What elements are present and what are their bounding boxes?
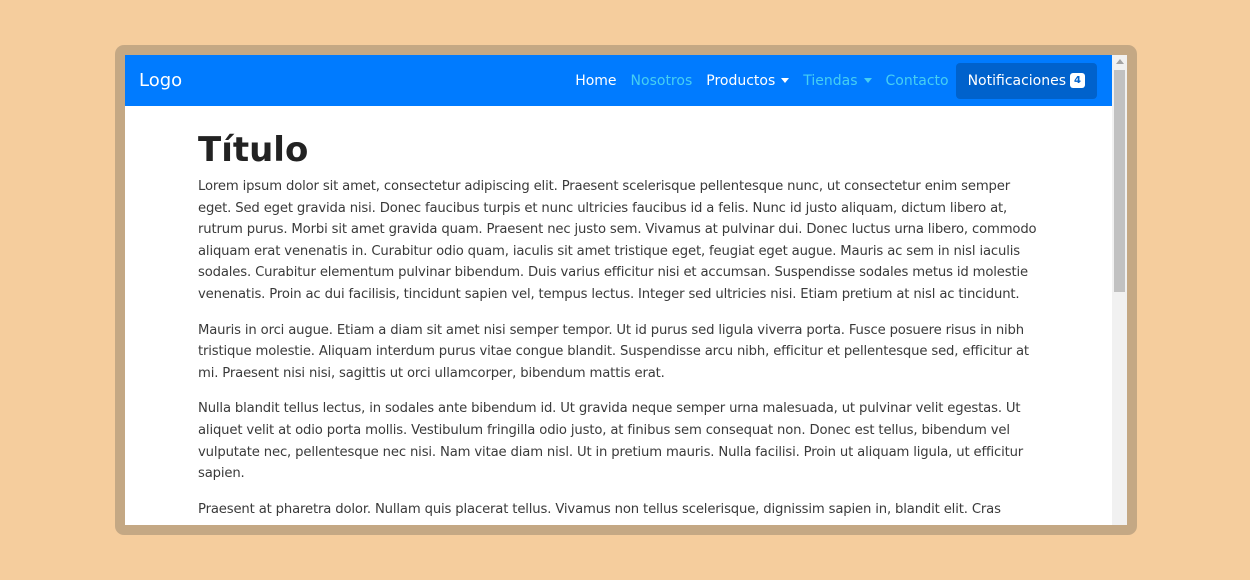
browser-frame — [115, 45, 1137, 535]
page-title: Título — [198, 130, 309, 170]
page-viewport — [125, 55, 1127, 525]
caret-down-icon — [864, 78, 872, 83]
nav-link-contacto[interactable] — [886, 73, 949, 89]
nav-link-label: Home — [575, 72, 617, 89]
scroll-up-arrow-icon[interactable] — [1116, 59, 1124, 64]
vertical-scrollbar[interactable] — [1112, 55, 1127, 525]
nav-link-nosotros[interactable] — [631, 73, 693, 89]
nav-link-label: Tiendas — [803, 72, 858, 89]
notifications-label: Notificaciones — [967, 72, 1067, 89]
main-content — [198, 106, 1038, 525]
nav-link-label: Productos — [706, 72, 776, 89]
paragraph: Nulla blandit tellus lectus, in sodales ante bibendum id. Ut gravida neque semper urna malesuada, ut pulvinar velit egestas. Ut aliquet velit at odio porta mollis. Vestibulum fringilla odio justo, at finibus sem consequat non. Donec est tellus, bibendum vel vulputate nec, pellentesque nec nisi. Nam vitae diam nisl. Ut in pretium mauris. Nulla facilisi. Proin ut aliquam ligula, ut efficitur sapien. — [198, 401, 1024, 482]
nav-links — [561, 55, 1097, 106]
nav-link-label: Contacto — [885, 72, 949, 89]
notifications-button[interactable] — [956, 63, 1097, 99]
paragraph: Mauris in orci augue. Etiam a diam sit amet nisi semper tempor. Ut id purus sed ligula viverra porta. Fusce posuere risus in nibh tristique molestie. Aliquam interdum purus vitae congue blandit. Suspendisse arcu nibh, efficitur et pellentesque sed, efficitur at mi. Praesent nisi nisi, sagittis ut orci ullamcorper, bibendum mattis erat. — [198, 322, 1029, 381]
scrollbar-thumb[interactable] — [1114, 70, 1125, 292]
nav-dropdown-tiendas[interactable] — [803, 73, 871, 89]
paragraph: Lorem ipsum dolor sit amet, consectetur adipiscing elit. Praesent scelerisque pellentesque nunc, ut consectetur enim semper eget. Sed eget gravida nisi. Donec faucibus turpis et nunc ultricies faucibus id a felis. Nunc id justo aliquam, dictum libero at, rutrum purus. Morbi sit amet gravida quam. Praesent nec justo sem. Vivamus at pulvinar dui. Donec luctus urna libero, commodo aliquam erat venenatis in. Curabitur odio quam, iaculis sit amet tristique eget, feugiat eget augue. Mauris ac sem in nisl iaculis sodales. Curabitur elementum pulvinar bibendum. Duis varius efficitur nisi et accumsan. Suspendisse sodales metus id molestie venenatis. Proin ac dui facilisis, tincidunt sapien vel, tempus lectus. Integer sed ultricies nisi. Etiam pretium at nisl ac tincidunt. — [198, 179, 1037, 302]
nav-link-label: Nosotros — [630, 72, 693, 89]
nav-dropdown-productos[interactable] — [706, 73, 789, 89]
caret-down-icon — [781, 78, 789, 83]
nav-link-home[interactable] — [575, 73, 616, 89]
brand-logo[interactable]: Logo — [139, 70, 183, 91]
notifications-count-badge: 4 — [1070, 73, 1085, 88]
paragraph: Praesent at pharetra dolor. Nullam quis placerat tellus. Vivamus non tellus scelerisque, dignissim sapien in, blandit elit. Cras — [198, 501, 1001, 517]
navbar — [125, 55, 1112, 106]
